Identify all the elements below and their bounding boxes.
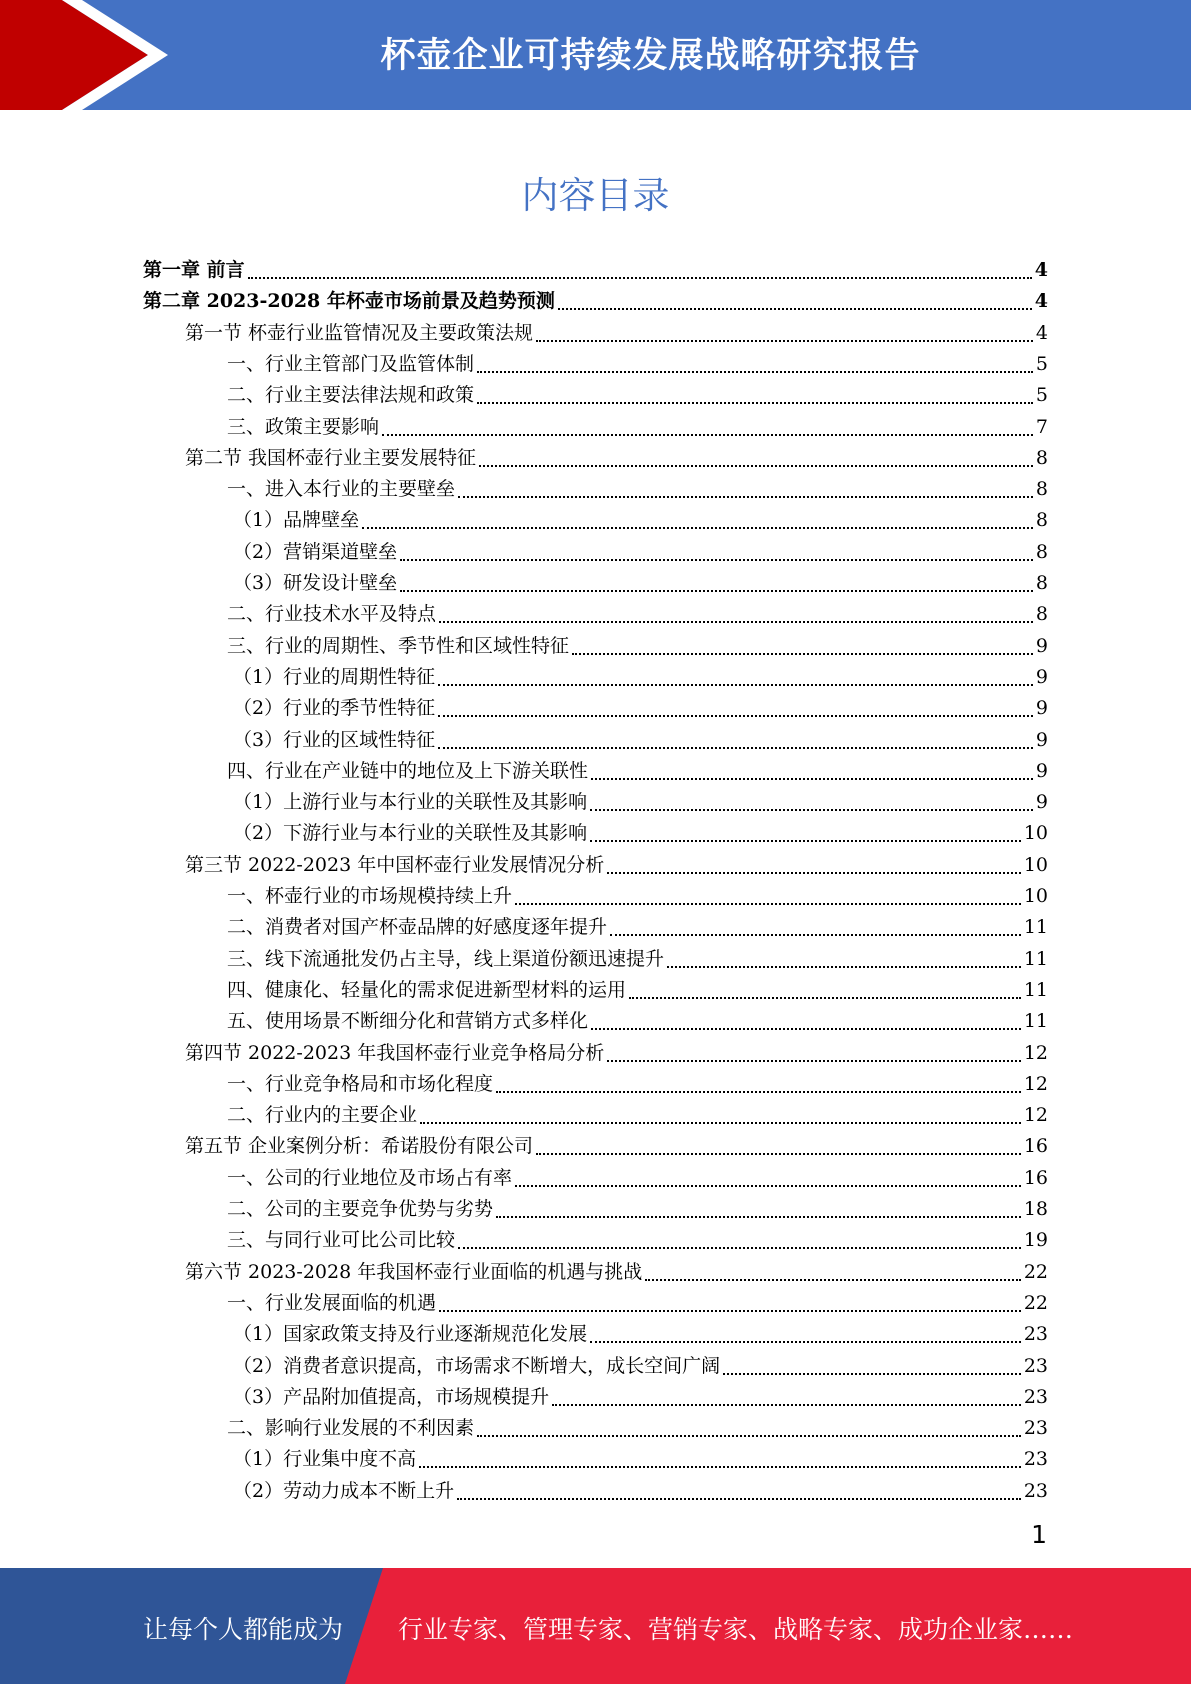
- toc-entry-page: 4: [1035, 321, 1048, 344]
- toc-entry-page: 11: [1023, 978, 1048, 1001]
- toc-entry-page: 9: [1035, 697, 1048, 720]
- toc-entry[interactable]: [233, 724, 1048, 752]
- toc-entry-label: 一、行业发展面临的机遇: [227, 1291, 437, 1314]
- toc-entry[interactable]: [143, 254, 1048, 282]
- toc-entry-page: 8: [1035, 478, 1048, 501]
- toc-entry-label: （2）下游行业与本行业的关联性及其影响: [233, 822, 588, 845]
- toc-entry[interactable]: [185, 1037, 1048, 1065]
- toc-leader-dots: [723, 1353, 1021, 1375]
- toc-entry-page: 12: [1023, 1104, 1048, 1127]
- toc-entry-label: 第三节 2022-2023 年中国杯壶行业发展情况分析: [185, 853, 605, 876]
- toc-entry-label: （3）产品附加值提高，市场规模提升: [233, 1385, 550, 1408]
- page-footer: [0, 1568, 1191, 1684]
- toc-entry-label: 二、消费者对国产杯壶品牌的好感度逐年提升: [227, 916, 608, 939]
- page-header: [0, 0, 1191, 110]
- toc-entry-page: 12: [1023, 1072, 1048, 1095]
- toc-leader-dots: [477, 382, 1033, 404]
- toc-entry-label: 三、与同行业可比公司比较: [227, 1229, 456, 1252]
- toc-entry-page: 9: [1035, 759, 1048, 782]
- toc-leader-dots: [558, 288, 1032, 310]
- toc-entry[interactable]: [233, 817, 1048, 845]
- toc-leader-dots: [552, 1384, 1021, 1406]
- toc-entry-page: 10: [1023, 853, 1048, 876]
- toc-entry-page: 11: [1023, 1010, 1048, 1033]
- toc-leader-dots: [591, 1008, 1021, 1030]
- toc-entry-label: 二、行业主要法律法规和政策: [227, 384, 475, 407]
- toc-entry-page: 4: [1034, 259, 1048, 281]
- toc-entry-page: 8: [1035, 572, 1048, 594]
- toc-entry-page: 5: [1035, 352, 1048, 375]
- toc-entry[interactable]: [227, 411, 1048, 439]
- toc-entry-label: 一、行业主管部门及监管体制: [227, 352, 475, 375]
- toc-entry-page: 10: [1023, 822, 1048, 845]
- toc-entry-label: 二、行业内的主要企业: [227, 1104, 418, 1127]
- toc-entry[interactable]: [185, 1256, 1048, 1284]
- toc-entry-page: 12: [1023, 1041, 1048, 1064]
- toc-entry[interactable]: [227, 974, 1048, 1002]
- toc-leader-dots: [610, 914, 1021, 936]
- toc-entry[interactable]: [227, 1287, 1048, 1315]
- toc-entry[interactable]: [227, 1224, 1048, 1252]
- toc-entry[interactable]: [233, 1475, 1048, 1503]
- toc-leader-dots: [400, 539, 1033, 561]
- toc-entry[interactable]: [227, 1068, 1048, 1096]
- toc-leader-dots: [645, 1259, 1021, 1281]
- toc-leader-dots: [607, 852, 1021, 874]
- toc-leader-dots: [590, 789, 1033, 811]
- toc-entry-page: 11: [1023, 947, 1048, 970]
- toc-entry-label: 一、行业竞争格局和市场化程度: [227, 1072, 494, 1095]
- toc-entry[interactable]: [233, 1350, 1048, 1378]
- toc-entry-page: 23: [1023, 1354, 1048, 1377]
- toc-entry-page: 23: [1023, 1385, 1048, 1408]
- toc-entry[interactable]: [233, 661, 1048, 689]
- toc-leader-dots: [572, 633, 1033, 655]
- toc-entry-label: （1）国家政策支持及行业逐渐规范化发展: [233, 1323, 588, 1346]
- toc-entry[interactable]: [227, 630, 1048, 658]
- toc-leader-dots: [479, 445, 1033, 467]
- toc-entry-page: 8: [1035, 509, 1048, 532]
- toc-entry[interactable]: [227, 348, 1048, 376]
- toc-leader-dots: [438, 664, 1033, 686]
- toc-entry-page: 11: [1023, 916, 1048, 939]
- toc-entry-label: （2）劳动力成本不断上升: [233, 1479, 455, 1502]
- toc-entry-label: 三、政策主要影响: [227, 415, 380, 438]
- toc-entry-label: 二、公司的主要竞争优势与劣势: [227, 1198, 494, 1220]
- header-title: 杯壶企业可持续发展战略研究报告: [380, 36, 921, 76]
- toc-entry-page: 23: [1023, 1479, 1048, 1502]
- toc-entry[interactable]: [227, 473, 1048, 501]
- toc-entry-page: 22: [1023, 1260, 1048, 1283]
- toc-entry[interactable]: [233, 1443, 1048, 1471]
- toc-entry-label: 第六节 2023-2028 年我国杯壶行业面临的机遇与挑战: [185, 1260, 643, 1283]
- toc-entry[interactable]: [227, 379, 1048, 407]
- footer-slogan-right: 行业专家、管理专家、营销专家、战略专家、成功企业家……: [398, 1615, 1074, 1644]
- toc-leader-dots: [457, 1478, 1021, 1500]
- toc-leader-dots: [420, 1102, 1021, 1124]
- toc-leader-dots: [536, 320, 1033, 342]
- toc-leader-dots: [439, 1290, 1021, 1312]
- toc-leader-dots: [590, 820, 1021, 842]
- page-number: 1: [1031, 1520, 1047, 1549]
- toc-entry-page: 10: [1023, 885, 1048, 907]
- toc-entry-label: （2）行业的季节性特征: [233, 697, 436, 720]
- toc-entry-label: 第四节 2022-2023 年我国杯壶行业竞争格局分析: [185, 1041, 605, 1064]
- toc-leader-dots: [536, 1133, 1021, 1155]
- toc-leader-dots: [419, 1446, 1021, 1468]
- toc-leader-dots: [458, 1227, 1021, 1249]
- toc-leader-dots: [438, 695, 1033, 717]
- toc-entry-label: 二、行业技术水平及特点: [227, 603, 437, 626]
- toc-entry-page: 8: [1035, 446, 1048, 469]
- toc-entry-label: 第一节 杯壶行业监管情况及主要政策法规: [185, 321, 534, 344]
- toc-entry-page: 23: [1023, 1323, 1048, 1346]
- toc-entry-page: 16: [1023, 1135, 1048, 1158]
- toc-entry[interactable]: [227, 911, 1048, 939]
- toc-entry-label: （1）上游行业与本行业的关联性及其影响: [233, 791, 588, 814]
- toc-entry-label: 二、影响行业发展的不利因素: [227, 1417, 475, 1440]
- toc-entry-page: 16: [1023, 1166, 1048, 1189]
- toc-entry-label: 四、健康化、轻量化的需求促进新型材料的运用: [227, 978, 627, 1001]
- toc-entry-page: 9: [1035, 791, 1048, 814]
- toc-entry-page: 18: [1023, 1198, 1048, 1220]
- toc-leader-dots: [629, 977, 1021, 999]
- toc-entry[interactable]: [227, 880, 1048, 908]
- toc-entry-label: 一、公司的行业地位及市场占有率: [227, 1166, 513, 1189]
- toc-entry-label: 一、进入本行业的主要壁垒: [227, 478, 456, 501]
- toc-entry[interactable]: [227, 598, 1048, 626]
- toc-entry-label: 第五节 企业案例分析：希诺股份有限公司: [185, 1135, 534, 1158]
- toc-entry[interactable]: [233, 567, 1048, 595]
- toc-entry-page: 23: [1023, 1417, 1048, 1440]
- toc-entry-page: 8: [1035, 540, 1048, 563]
- toc-entry[interactable]: [233, 536, 1048, 564]
- toc-entry-label: 三、线下流通批发仍占主导，线上渠道份额迅速提升: [227, 947, 665, 970]
- toc-entry-page: 9: [1035, 728, 1048, 751]
- toc-entry[interactable]: [233, 1318, 1048, 1346]
- toc-entry[interactable]: [233, 504, 1048, 532]
- toc-entry-page: 9: [1035, 665, 1048, 688]
- toc-entry-label: （1）品牌壁垒: [233, 509, 360, 532]
- toc-leader-dots: [496, 1196, 1021, 1218]
- toc-entry[interactable]: [185, 1130, 1048, 1158]
- toc-leader-dots: [362, 507, 1033, 529]
- toc-entry-label: 五、使用场景不断细分化和营销方式多样化: [227, 1010, 589, 1033]
- toc-leader-dots: [248, 257, 1032, 279]
- toc-entry[interactable]: [185, 849, 1048, 877]
- toc-leader-dots: [515, 883, 1021, 905]
- toc-entry[interactable]: [227, 1162, 1048, 1190]
- toc-entry-page: 22: [1023, 1291, 1048, 1314]
- toc-entry-label: （3）研发设计壁垒: [233, 572, 398, 594]
- toc-entry-page: 5: [1035, 384, 1048, 407]
- toc-entry-label: （3）行业的区域性特征: [233, 728, 436, 751]
- toc-leader-dots: [458, 476, 1033, 498]
- toc-leader-dots: [496, 1071, 1021, 1093]
- toc-entry-page: 7: [1035, 415, 1048, 438]
- toc-entry[interactable]: [185, 442, 1048, 470]
- toc-entry-label: （1）行业集中度不高: [233, 1448, 417, 1471]
- toc-leader-dots: [607, 1040, 1021, 1062]
- toc-title: 内容目录: [521, 174, 670, 217]
- toc-entry[interactable]: [227, 755, 1048, 783]
- toc-entry-page: 8: [1035, 603, 1048, 626]
- toc-leader-dots: [439, 601, 1033, 623]
- toc-leader-dots: [591, 758, 1033, 780]
- toc-leader-dots: [590, 1321, 1021, 1343]
- toc-entry[interactable]: [227, 943, 1048, 971]
- toc-entry-label: 三、行业的周期性、季节性和区域性特征: [227, 634, 570, 657]
- toc-leader-dots: [477, 351, 1033, 373]
- toc-entry-label: 一、杯壶行业的市场规模持续上升: [227, 885, 513, 907]
- toc-entry[interactable]: [143, 285, 1048, 313]
- toc-entry-page: 4: [1034, 290, 1048, 313]
- toc-entry-page: 23: [1023, 1448, 1048, 1471]
- toc-leader-dots: [382, 414, 1033, 436]
- toc-entry-label: 第二节 我国杯壶行业主要发展特征: [185, 446, 477, 469]
- toc-entry[interactable]: [233, 1381, 1048, 1409]
- toc-entry[interactable]: [227, 1099, 1048, 1127]
- toc-leader-dots: [477, 1415, 1021, 1437]
- toc-leader-dots: [438, 727, 1033, 749]
- toc-entry-label: （2）营销渠道壁垒: [233, 540, 398, 563]
- toc-entry-label: 四、行业在产业链中的地位及上下游关联性: [227, 759, 589, 782]
- toc-entry[interactable]: [233, 692, 1048, 720]
- toc-leader-dots: [515, 1165, 1021, 1187]
- toc-entry[interactable]: [227, 1193, 1048, 1221]
- toc-entry-page: 19: [1023, 1229, 1048, 1252]
- toc-entry[interactable]: [233, 786, 1048, 814]
- toc-entry-label: （2）消费者意识提高，市场需求不断增大，成长空间广阔: [233, 1354, 721, 1377]
- toc-leader-dots: [400, 570, 1033, 592]
- toc-entry-page: 9: [1035, 634, 1048, 657]
- footer-slogan-left: 让每个人都能成为: [143, 1615, 344, 1644]
- toc-entry-label: 第一章 前言: [143, 259, 245, 281]
- toc-entry-label: 第二章 2023-2028 年杯壶市场前景及趋势预测: [143, 290, 555, 313]
- toc-entry[interactable]: [227, 1005, 1048, 1033]
- toc-entry[interactable]: [227, 1412, 1048, 1440]
- toc-entry-label: （1）行业的周期性特征: [233, 665, 436, 688]
- toc-leader-dots: [667, 946, 1021, 968]
- toc-entry[interactable]: [185, 317, 1048, 345]
